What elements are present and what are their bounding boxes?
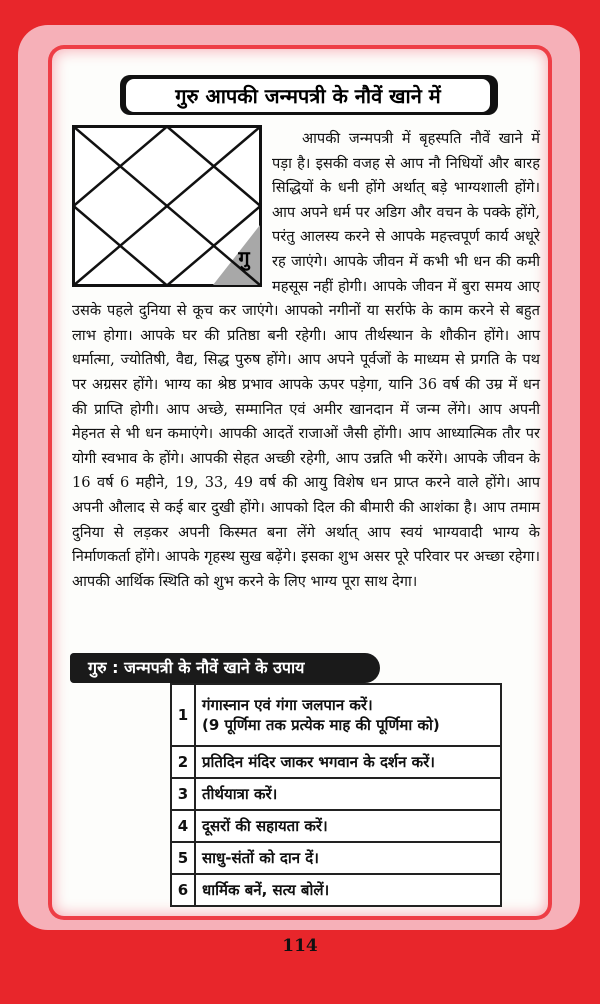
remedy-text: साधु-संतों को दान दें। — [195, 842, 501, 874]
table-row — [171, 874, 501, 906]
body-paragraph — [72, 127, 540, 594]
remedy-text: दूसरों की सहायता करें। — [195, 810, 501, 842]
remedy-number: 2 — [171, 746, 195, 778]
remedy-number: 4 — [171, 810, 195, 842]
planet-label: गु — [238, 246, 250, 270]
table-row — [171, 746, 501, 778]
remedy-number: 1 — [171, 684, 195, 746]
table-row — [171, 684, 501, 746]
page-title: गुरु आपकी जन्मपत्री के नौवें खाने में — [124, 77, 492, 114]
remedy-text: प्रतिदिन मंदिर जाकर भगवान के दर्शन करें। — [195, 746, 501, 778]
page-number: 114 — [282, 936, 318, 956]
table-row — [171, 810, 501, 842]
remedy-text — [195, 684, 501, 746]
remedies-table — [170, 683, 502, 907]
body-text: आपकी जन्मपत्री में बृहस्पति नौवें खाने में पड़ा है। इसकी वजह से आप नौ निधियों और बारह सिद्धियों के धनी होंगे अर्थात् बड़े भाग्यशाली होंगे। आप अपने धर्म पर अडिग और वचन के पक्के होंगे, परंतु आलस्य करने से आपके महत्त्वपूर्ण कार्य अधूरे रह जाएंगे। आपके जीवन में कभी भी धन की कमी महसूस नहीं होगी। आपके जीवन में बुरा समय आए उसके पहले दुनिया से कूच कर जाएंगे। आपको नगीनों या सर्राफे के काम करने से बहुत लाभ होगा। आपके घर की प्रतिष्ठा बनी रहेगी। आप तीर्थस्थान के शौकीन होंगे। आप धर्मात्मा, ज्योतिषी, वैद्य, सिद्ध पुरुष होंगे। आप अपने पूर्वजों के माध्यम से प्रगति के पथ पर अग्रसर होंगे। भाग्य का श्रेष्ठ प्रभाव आपके ऊपर पड़ेगा, यानि 36 वर्ष की उम्र में धन की प्राप्ति होगी। आप अच्छे, सम्मानित एवं अमीर खानदान में जन्म लेंगे। आप अपनी मेहनत से भी धन कमाएंगे। आपकी आदतें राजाओं जैसी होंगी। आप आध्यात्मिक तौर पर योगी स्वभाव के होंगे। आपकी सेहत अच्छी रहेगी, आप उन्नति भी करेंगे। आपके जीवन के 16 वर्ष 6 महीने, 19, 33, 49 वर्ष की आयु विशेष धन प्राप्त करने वाले होंगे। आप अपनी औलाद से कई बार दुखी होंगे। आपको दिल की बीमारी की आशंका है। आप तमाम दुनिया से लड़कर अपनी किस्मत बना लेंगे अर्थात् आप स्वयं भाग्यवादी भाग्य के निर्माणकर्ता होंगे। आपके गृहस्थ सुख बढ़ेंगे। इसका शुभ असर पूरे परिवार पर अच्छा रहेगा। आपकी आर्थिक स्थिति को शुभ करने के लिए भाग्य पूरा साथ देगा। — [72, 130, 540, 590]
remedy-line: गंगास्नान एवं गंगा जलपान करें। — [202, 696, 373, 714]
remedy-text: धार्मिक बनें, सत्य बोलें। — [195, 874, 501, 906]
remedies-heading: गुरु : जन्मपत्री के नौवें खाने के उपाय — [70, 653, 380, 683]
remedy-number: 5 — [171, 842, 195, 874]
remedy-line: (9 पूर्णिमा तक प्रत्येक माह की पूर्णिमा को) — [202, 716, 440, 734]
remedy-text: तीर्थयात्रा करें। — [195, 778, 501, 810]
remedy-number: 6 — [171, 874, 195, 906]
table-row — [171, 778, 501, 810]
table-row — [171, 842, 501, 874]
remedy-number: 3 — [171, 778, 195, 810]
